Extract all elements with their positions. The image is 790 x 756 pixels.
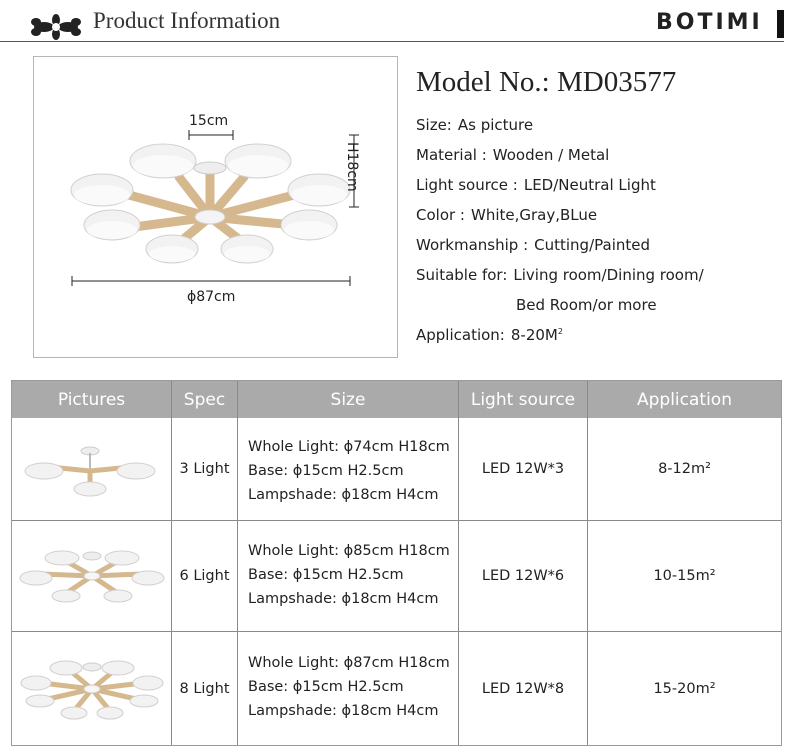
row-1-size: Whole Light: ϕ74cm H18cm Base: ϕ15cm H2.5cm Lampshade: ϕ18cm H4cm	[248, 439, 450, 503]
brand-bar	[777, 10, 784, 38]
column-divider	[237, 381, 238, 745]
model-number: Model No.: MD03577	[416, 66, 677, 98]
flower-logo-icon	[30, 14, 82, 40]
column-header-application: Application	[588, 381, 781, 418]
row-2-light-source: LED 12W*6	[481, 568, 565, 584]
spec-application: Application: $8-20M^2$	[416, 326, 563, 344]
column-header-light-source: Light source	[459, 381, 587, 418]
spec-suitable-for-cont: Bed Room/or more	[516, 296, 657, 314]
spec-suitable-for: Suitable for: Living room/Dining room/	[416, 266, 704, 284]
product-image	[33, 56, 398, 358]
row-2-spec: 6 Light	[179, 568, 230, 584]
spec-size: Size: As picture	[416, 116, 534, 134]
row-3-size: Whole Light: ϕ87cm H18cm Base: ϕ15cm H2.5cm Lampshade: ϕ18cm H4cm	[248, 655, 450, 719]
spec-workmanship: Workmanship : Cutting/Painted	[416, 236, 651, 254]
row-2-application: 10-15m²	[653, 568, 716, 584]
brand-logo: BOTIMI	[656, 10, 763, 35]
lamp-6-light-image	[18, 546, 166, 608]
spec-light-source: Light source : LED/Neutral Light	[416, 176, 656, 194]
height-dimension-label: H18cm	[344, 142, 360, 192]
row-2-size: Whole Light: ϕ85cm H18cm Base: ϕ15cm H2.5cm Lampshade: ϕ18cm H4cm	[248, 543, 450, 607]
column-header-size: Size	[238, 381, 458, 418]
row-1-application: 8-12m²	[658, 461, 711, 477]
lamp-8-light-image	[18, 655, 166, 723]
header-title: Product Information	[93, 8, 281, 33]
row-1-spec: 3 Light	[179, 461, 230, 477]
header-divider	[0, 41, 784, 42]
chandelier-diagram	[34, 57, 397, 357]
spec-material: Material : Wooden / Metal	[416, 146, 610, 164]
product-table	[11, 380, 782, 746]
width-dimension-label: 15cm	[189, 113, 229, 129]
row-3-light-source: LED 12W*8	[481, 680, 565, 697]
diameter-dimension-label: ϕ87cm	[187, 289, 236, 305]
row-3-spec: 8 Light	[179, 680, 230, 697]
row-3-application: 15-20m²	[653, 680, 716, 697]
spec-color: Color : White,Gray,BLue	[416, 206, 598, 224]
column-header-pictures: Pictures	[12, 381, 171, 418]
column-header-spec: Spec	[172, 381, 237, 418]
lamp-3-light-image	[22, 441, 162, 501]
row-1-light-source: LED 12W*3	[481, 461, 565, 477]
